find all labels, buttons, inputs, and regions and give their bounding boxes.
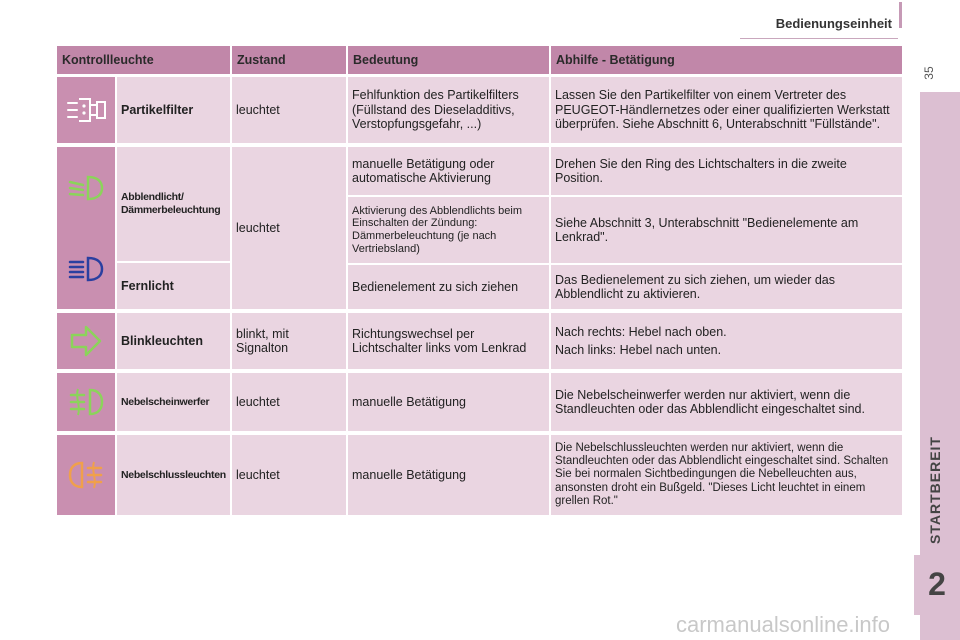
rear-fog-lamp-icon (57, 435, 115, 515)
table-header-row (57, 46, 902, 74)
light-meaning: manuelle Betätigung oder automatische Aktivierung (348, 147, 549, 195)
section-title: Bedienungseinheit (775, 16, 892, 31)
light-name: Nebelscheinwerfer (117, 373, 230, 431)
light-meaning: Richtungswechsel per Lichtschalter links vom Lenkrad (348, 313, 549, 369)
low-beam-icon (57, 147, 115, 228)
light-action: Lassen Sie den Partikelfilter von einem Vertreter des PEUGEOT-Händlernetzes oder einer qualifizierten Werkstatt überprüfen. Siehe Abschnitt 6, Unterabschnitt "Füllstände". (551, 77, 902, 143)
light-state: leuchtet (232, 147, 346, 309)
table-row-beam-group (57, 147, 902, 309)
light-meaning: manuelle Betätigung (348, 435, 549, 515)
light-state: blinkt, mit Signalton (232, 313, 346, 369)
light-action (551, 313, 902, 369)
header-abhilfe: Abhilfe - Betätigung (551, 46, 902, 74)
header-accent-bar (899, 2, 902, 28)
light-action: Drehen Sie den Ring des Lichtschalters in die zweite Position. (551, 147, 902, 195)
light-action: Die Nebelschlussleuchten werden nur aktiviert, wenn die Standleuchten oder das Abblendlicht eingeschaltet sind. Schalten Sie bei normalen Sichtbedingungen die Nebelleuchten aus, ansonsten droht ein Bußgeld. "Dieses Licht leuchtet in einem grellen Rot." (551, 435, 902, 515)
particle-filter-warning-icon (57, 77, 115, 143)
light-meaning: Bedienelement zu sich ziehen (348, 265, 549, 309)
table-subrow (348, 197, 902, 263)
table-row-front-fog (57, 373, 902, 431)
light-action: Siehe Abschnitt 3, Unterabschnitt "Bedienelemente am Lenkrad". (551, 197, 902, 263)
light-name: Blinkleuchten (117, 313, 230, 369)
front-fog-lamp-icon (57, 373, 115, 431)
turn-signal-icon (57, 313, 115, 369)
light-state: leuchtet (232, 77, 346, 143)
action-line: Nach rechts: Hebel nach oben. (555, 324, 727, 339)
light-state: leuchtet (232, 373, 346, 431)
header-divider (740, 38, 898, 39)
chapter-label: STARTBEREIT (927, 436, 943, 544)
beam-name-column (117, 147, 230, 309)
beam-detail-column (348, 147, 902, 309)
header-zustand: Zustand (232, 46, 346, 74)
light-action: Das Bedienelement zu sich ziehen, um wieder das Abblendlicht zu aktivieren. (551, 265, 902, 309)
table-row-particle-filter (57, 77, 902, 143)
header-kontrollleuchte: Kontrollleuchte (57, 46, 230, 74)
table-row-indicators (57, 313, 902, 369)
beam-icon-column (57, 147, 115, 309)
watermark: carmanualsonline.info (676, 612, 891, 637)
light-state: leuchtet (232, 435, 346, 515)
high-beam-icon (57, 228, 115, 309)
light-action: Die Nebelscheinwerfer werden nur aktiviert, wenn die Standleuchten oder das Abblendlicht eingeschaltet sind. (551, 373, 902, 431)
header-bedeutung: Bedeutung (348, 46, 549, 74)
warning-lights-table (57, 46, 902, 519)
light-name: Partikelfilter (117, 77, 230, 143)
light-name: Nebelschlussleuchten (117, 435, 230, 515)
light-name: Fernlicht (117, 263, 230, 309)
table-subrow (348, 265, 902, 309)
table-subrow (348, 147, 902, 195)
chapter-number: 2 (928, 566, 946, 602)
light-meaning: Aktivierung des Abblendlichts beim Einschalten der Zündung: Dämmerbeleuchtung (je nach Vertriebsland) (348, 197, 549, 263)
page-number: 35 (922, 66, 936, 80)
light-meaning: manuelle Betätigung (348, 373, 549, 431)
light-meaning: Fehlfunktion des Partikelfilters (Füllstand des Dieseladditivs, Verstopfungsgefahr, ...) (348, 77, 549, 143)
table-row-rear-fog (57, 435, 902, 515)
action-line: Nach links: Hebel nach unten. (555, 343, 722, 357)
light-name: Abblendlicht/ Dämmerbeleuchtung (117, 147, 230, 263)
